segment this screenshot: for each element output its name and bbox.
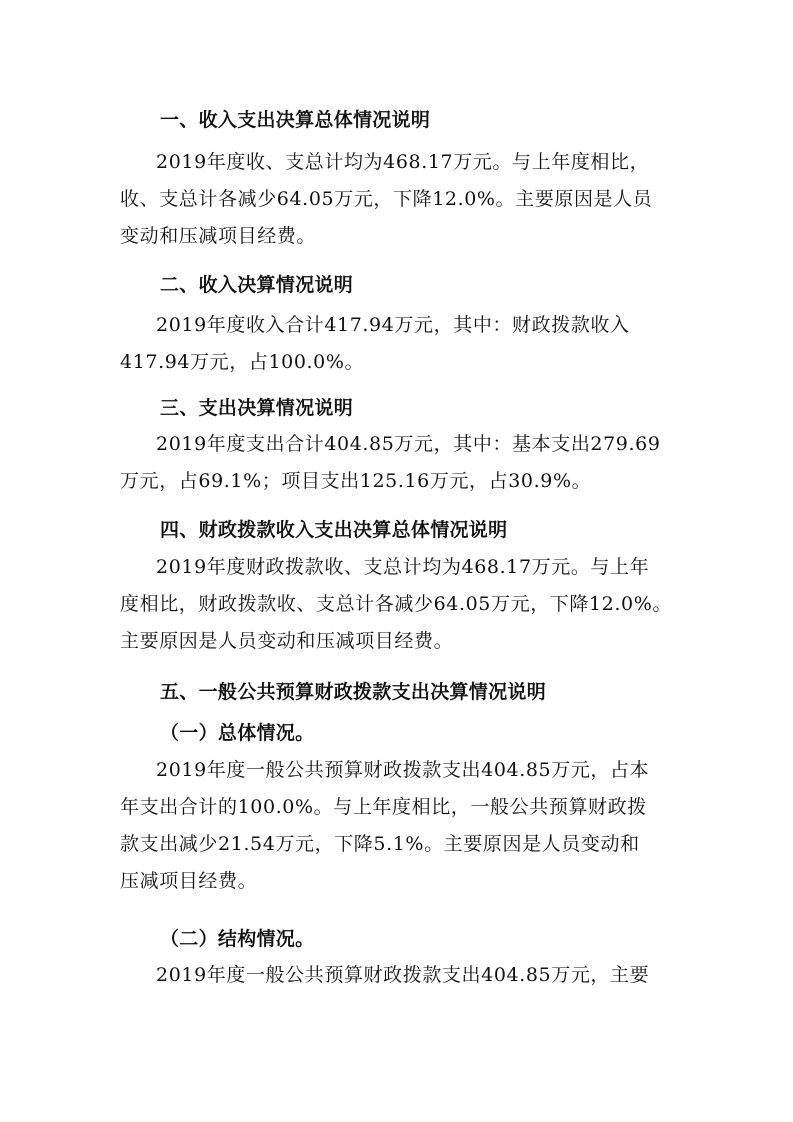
paragraph-line: 2019年度收、支总计均为468.17万元。与上年度相比， [156, 151, 650, 173]
paragraph-line: 压减项目经费。 [120, 870, 258, 892]
paragraph-line: 2019年度收入合计417.94万元，其中：财政拨款收入 [156, 314, 630, 336]
paragraph-line: 变动和压减项目经费。 [120, 225, 317, 247]
paragraph-line: 万元，占69.1%；项目支出125.16万元，占30.9%。 [120, 470, 592, 492]
paragraph-line: 2019年度一般公共预算财政拨款支出404.85万元，占本 [156, 759, 650, 781]
section-1-heading: 一、收入支出决算总体情况说明 [160, 109, 431, 131]
paragraph-line: 度相比，财政拨款收、支总计各减少64.05万元，下降12.0%。 [120, 593, 672, 615]
paragraph-line: 2019年度一般公共预算财政拨款支出404.85万元，主要 [156, 964, 650, 986]
section-2-paragraph [120, 307, 680, 381]
section-2-heading: 二、收入决算情况说明 [160, 274, 354, 296]
paragraph-line: 款支出减少21.54万元，下降5.1%。主要原因是人员变动和 [120, 833, 640, 855]
paragraph-line: 收、支总计各减少64.05万元，下降12.0%。主要原因是人员 [120, 188, 653, 210]
section-4-paragraph [120, 549, 680, 660]
subsection-1-paragraph [120, 752, 680, 900]
paragraph-line: 2019年度财政拨款收、支总计均为468.17万元。与上年 [156, 556, 650, 578]
section-3-paragraph [120, 426, 680, 500]
section-4-heading: 四、财政拨款收入支出决算总体情况说明 [160, 519, 508, 541]
section-5-heading: 五、一般公共预算财政拨款支出决算情况说明 [160, 681, 547, 703]
paragraph-line: 主要原因是人员变动和压减项目经费。 [120, 630, 454, 652]
paragraph-line: 417.94万元，占100.0%。 [120, 351, 365, 373]
paragraph-line: 2019年度支出合计404.85万元，其中：基本支出279.69 [156, 433, 661, 455]
section-1-paragraph [120, 144, 680, 255]
section-3-heading: 三、支出决算情况说明 [160, 397, 354, 419]
subsection-2-heading: （二）结构情况。 [160, 928, 315, 950]
paragraph-line: 年支出合计的100.0%。与上年度相比，一般公共预算财政拨 [120, 796, 647, 818]
subsection-1-heading: （一）总体情况。 [160, 722, 315, 744]
subsection-2-paragraph [120, 957, 680, 994]
